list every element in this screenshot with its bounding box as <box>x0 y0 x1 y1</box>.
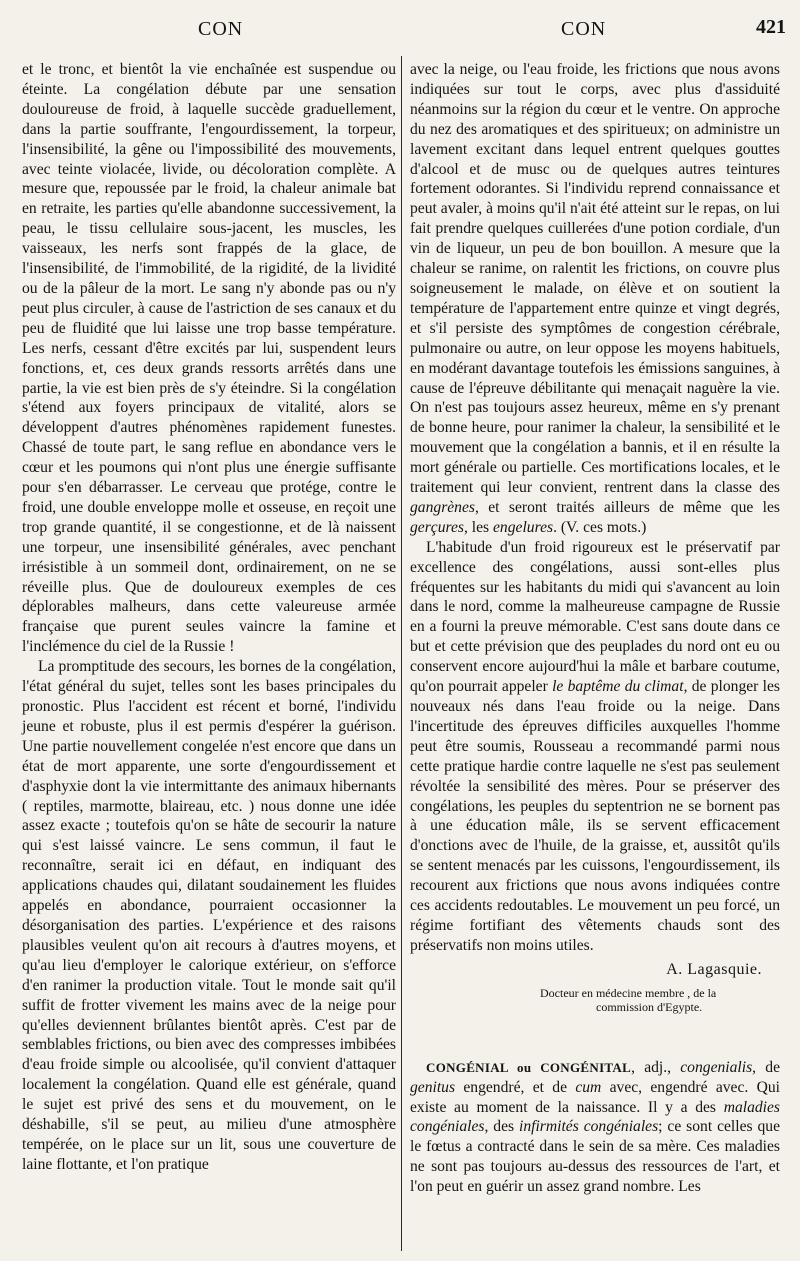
dictionary-entry-congenial <box>410 1058 780 1197</box>
italic-term: cum <box>575 1078 602 1096</box>
italic-term: infirmités congéniales <box>519 1118 659 1136</box>
text-run: , adj., <box>631 1058 681 1076</box>
running-head-right: CON <box>561 18 607 40</box>
paragraph-prognosis-treatment: La promptitude des secours, les bornes de la congélation, l'état général du sujet, telles sont les bases principales du pronostic. Plus l'accident est récent et borné, l'individu jeune et robuste, plus il est permis d'espérer la guérison. Une partie nouvellement congelée n'est encore que dans un état de mort apparente, une sorte d'engourdissement et d'asphyxie dont la vie intermittante des animaux hibernants ( reptiles, marmotte, blaireau, etc. ) nous donne une idée assez exacte ; toutefois qu'on se hâte de secourir la nature qui s'est laissé vaincre. Le sens commun, il faut le reconnaître, serait ici en défaut, en indiquant des applications chaudes qui, dilatant soudainement les fluides appelés en abondance, pourraient occasionner la désorganisation des parties. L'expérience et des raisons plausibles veulent qu'on ait recours à d'autres moyens, et qu'au lieu d'employer le calorique extérieur, on s'efforce d'en ranimer la production vitale. Tout le monde sait qu'il suffit de frotter vivement les mains avec de la neige pour qu'elles deviennent brûlantes bientôt après. C'est par de semblables frictions, ou bien avec des compresses imbibées d'eau froide simple ou alcoolisée, qu'il convient d'attaquer localement la congélation. Quand elle est générale, quand le sujet est privé des sens et du mouvement, on le déshabille, s'il se peut, au milieu d'une atmosphère tempérée, on le place sur un lit, sous une couverture de laine flottante, et l'on pratique <box>22 658 396 1173</box>
text-run: ; ce sont celles que le fœtus a contracté dans le sein de sa mère. Ces maladies ne sont pas toujours au-dessus des ressources de l'art, et l'on peut en guérir un assez grand nombre. Les <box>410 1118 780 1196</box>
text-run: , des <box>484 1118 519 1136</box>
running-head-left: CON <box>198 18 244 40</box>
text-run: avec, engendré avec. Qui existe au moment de la naissance. Il y a des <box>410 1078 780 1116</box>
text-run: engendré, et de <box>455 1078 576 1096</box>
italic-term: genitus <box>410 1078 456 1096</box>
credentials-line-2: commission d'Egypte. <box>596 999 703 1014</box>
italic-term: engelures <box>493 518 554 536</box>
paragraph-prevention <box>410 538 780 956</box>
column-divider <box>401 56 402 1251</box>
italic-term: le baptême du climat <box>552 678 684 696</box>
author-signature: A. Lagasquie. <box>666 960 762 978</box>
credentials-line-1: Docteur en médecine membre , de la <box>540 985 717 1000</box>
text-run: . (V. ces mots.) <box>553 518 647 536</box>
text-run: L'habitude d'un froid rigoureux est le préservatif par excellence des congélations, aussi sont-elles plus fréquentes sur les habitants du midi qui s'avancent au loin dans le nord, comme la malheureuse campagne de Russie en a fourni la preuve mémorable. C'est sans doute dans ce but et cette prévision que des peuplades du nord ont eu ou conservent encore aujourd'hui la mâle et barbare coutume, qu'on pourrait appeler <box>410 538 780 696</box>
right-column <box>410 60 780 1197</box>
paragraph-congelation-symptoms: et le tronc, et bientôt la vie enchaînée est suspendue ou éteinte. La congélation débute par une sensation douloureuse de froid, à laquelle succède graduellement, dans la partie souffrante, l'engourdissement, la torpeur, l'insensibilité, la gêne ou l'impossibilité des mouvements, avec teinte violacée, livide, ou décoloration complète. A mesure que, repoussée par le froid, la chaleur animale bat en retraite, les parties qu'elle abandonne successivement, la peau, le tissu cellulaire sous-jacent, les muscles, les vaisseaux, les nerfs sont frappés de la glace, de l'insensibilité, de l'immobilité, de la rigidité, de la lividité ou de la pâleur de la mort. Le sang n'y abonde pas ou n'y peut plus circuler, à cause de l'astriction de ses canaux et du peu de fluidité que lui laisse une trop basse température. Les nerfs, cessant d'être excités par lui, suspendent leurs fonctions, et, ces deux grands ressorts arrêtés dans une partie, la vie est bien près de s'y éteindre. Si la congélation s'étend aux foyers principaux de vitalité, alors se développent d'autres phénomènes rapidement funestes. Chassé de toute part, le sang reflue en abondance vers le cœur et les poumons qui n'ont plus une énergie suffisante pour s'en débarrasser. Le cerveau que protége, contre le froid, une double enveloppe molle et osseuse, en reçoit une trop grande quantité, il se congestionne, et de là naissent une torpeur, une insensibilité générales, avec penchant irrésistible à un sommeil dont, ordinairement, on ne se réveille plus. Que de douloureux exemples de ces déplorables malheurs, dans cette valeureuse armée française que purent seules vaincre la famine et l'inclémence du ciel de la Russie ! <box>22 61 396 656</box>
text-run: avec la neige, ou l'eau froide, les frictions que nous avons indiquées sur tout le corps, avec plus d'assiduité néanmoins sur la région du cœur et le ventre. On approche du nez des aromatiques et des spiritueux; on administre un lavement excitant dans lequel entrent quelques gouttes d'alcool et de musc ou de quelques autres teintures fortement odorantes. Si l'individu reprend connaissance et peut avaler, à moins qu'il n'ait été atteint sur le repas, on lui fait prendre quelques cuillerées d'une potion cordiale, d'un vin de liqueur, un peu de bon bouillon. A mesure que la chaleur se ranime, on ralentit les frictions, on couvre plus soigneusement le malade, on élève et on soutient la température de l'appartement entre quinze et vingt degrés, et s'il persiste des symptômes de congestion cérébrale, pulmonaire ou autre, on leur oppose les moyens habituels, en modérant davantage toutefois les émissions sanguines, à cause de l'épreuve débilitante qui menaçait naguère la vie. On n'est pas toujours assez heureux, même en s'y prenant de bonne heure, pour ranimer la chaleur, la sensibilité et le mouvement que la congélation a bannis, et il en résulte la mort générale ou partielle. Ces mortifications locales, et le traitement qui leur convient, rentrent dans la classe des <box>410 61 780 497</box>
text-run: , et seront traités ailleurs de même que les <box>474 498 780 516</box>
paragraph-treatment-continued <box>410 60 780 538</box>
text-run: , les <box>463 518 494 536</box>
italic-term: gangrènes <box>410 498 475 516</box>
text-run: , de plonger les nouveaux nés dans l'eau froide ou la neige. Dans l'incertitude des épreuves difficiles auxquelles l'homme peut être soumis, Rousseau a recommandé parmi nous cette pratique hardie contre laquelle ne s'est pas seulement révoltée la sensibilité des mères. Pour se préserver des congélations, les peuples du septentrion ne se bornent pas à une éducation mâle, ils se servent efficacement d'onctions avec de l'huile, de la graisse, et, aussitôt qu'ils se sentent menacés par les cuissons, l'engourdissement, ils recourent aux frictions que nous avons indiquées contre ces accidents redoutables. Le mouvement un peu forcé, un régime fortifiant des vêtements chauds sont des préservatifs non moins utiles. <box>410 678 780 954</box>
text-run: , de <box>752 1058 780 1076</box>
italic-term: maladies congéniales <box>410 1098 780 1136</box>
italic-term: congenialis <box>680 1058 753 1076</box>
author-credentials <box>540 986 780 1014</box>
italic-term: gerçures <box>410 518 464 536</box>
page-number: 421 <box>756 16 786 38</box>
left-column <box>22 60 396 1175</box>
entry-headword: CONGÉNIAL ou CONGÉNITAL <box>426 1059 632 1075</box>
